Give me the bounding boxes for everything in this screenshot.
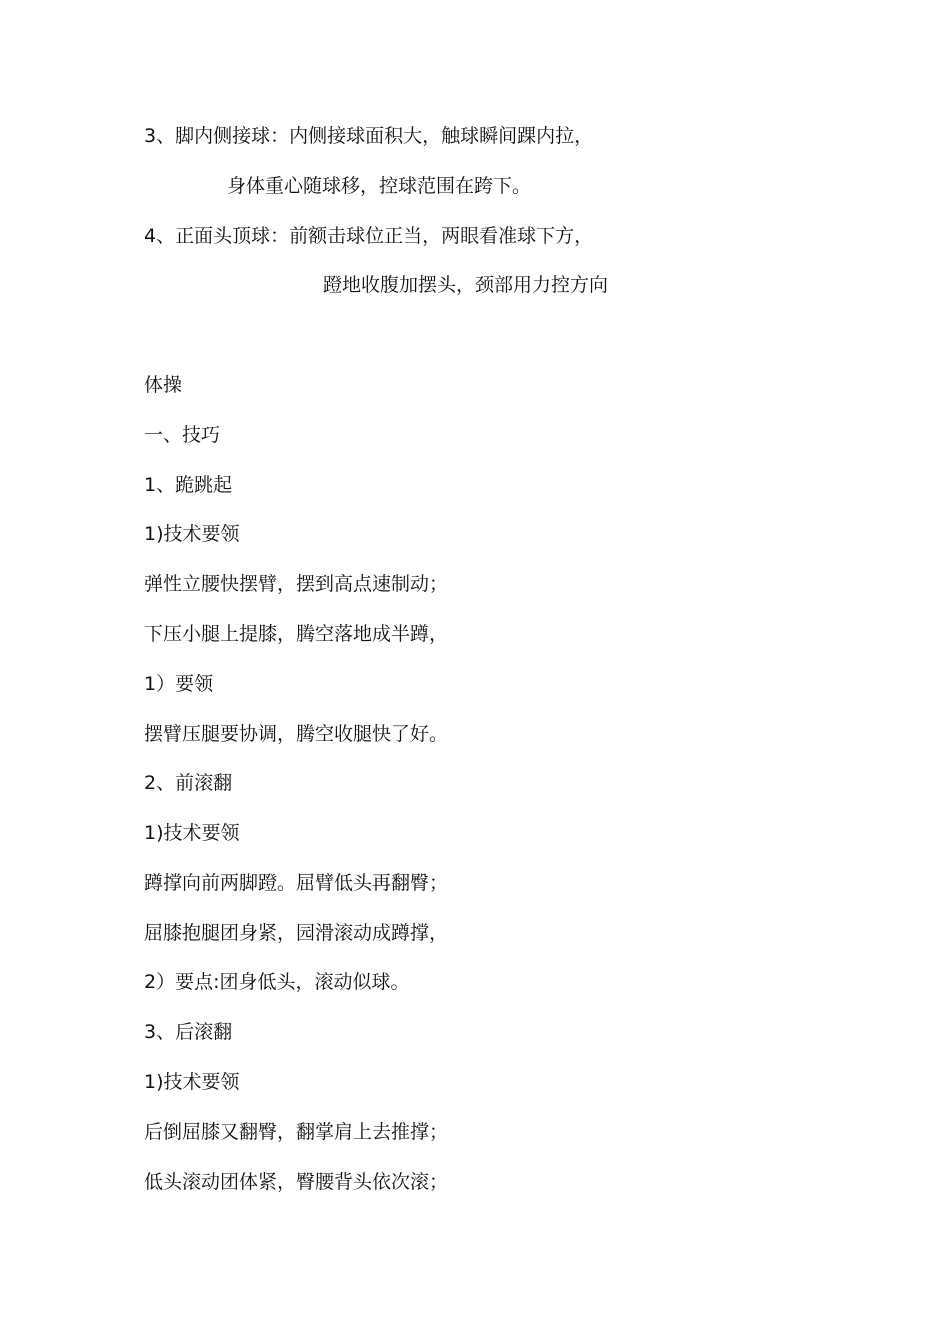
text-line: 蹲撑向前两脚蹬。屈臂低头再翻臀；: [144, 872, 449, 894]
text-line: 1)技术要领: [144, 822, 240, 844]
item-heading: 3、后滚翻: [144, 1021, 233, 1043]
text-line: 屈膝抱腿团身紧，园滑滚动成蹲撑，: [144, 922, 449, 944]
text-line: 1）要领: [144, 673, 214, 695]
text-line: 摆臂压腿要协调，腾空收腿快了好。: [144, 723, 449, 745]
item-heading: 2、前滚翻: [144, 772, 233, 794]
text-line: 2）要点:团身低头，滚动似球。: [144, 971, 410, 993]
text-line: 1)技术要领: [144, 1071, 240, 1093]
text-line: 3、脚内侧接球：内侧接球面积大，触球瞬间踝内拉，: [144, 125, 594, 147]
text-line: 1)技术要领: [144, 523, 240, 545]
text-line: 下压小腿上提膝，腾空落地成半蹲，: [144, 623, 449, 645]
text-line: 低头滚动团体紧，臀腰背头依次滚；: [144, 1171, 449, 1193]
text-line: 4、正面头顶球：前额击球位正当，两眼看准球下方，: [144, 225, 594, 247]
text-line: 蹬地收腹加摆头，颈部用力控方向: [323, 274, 609, 296]
item-heading: 1、跪跳起: [144, 474, 233, 496]
subsection-heading: 一、技巧: [144, 424, 221, 446]
text-line: 身体重心随球移，控球范围在跨下。: [227, 175, 532, 197]
text-line: 后倒屈膝又翻臀，翻掌肩上去推撑；: [144, 1121, 449, 1143]
section-heading: 体操: [144, 374, 183, 396]
text-line: 弹性立腰快摆臂，摆到高点速制动；: [144, 573, 449, 595]
